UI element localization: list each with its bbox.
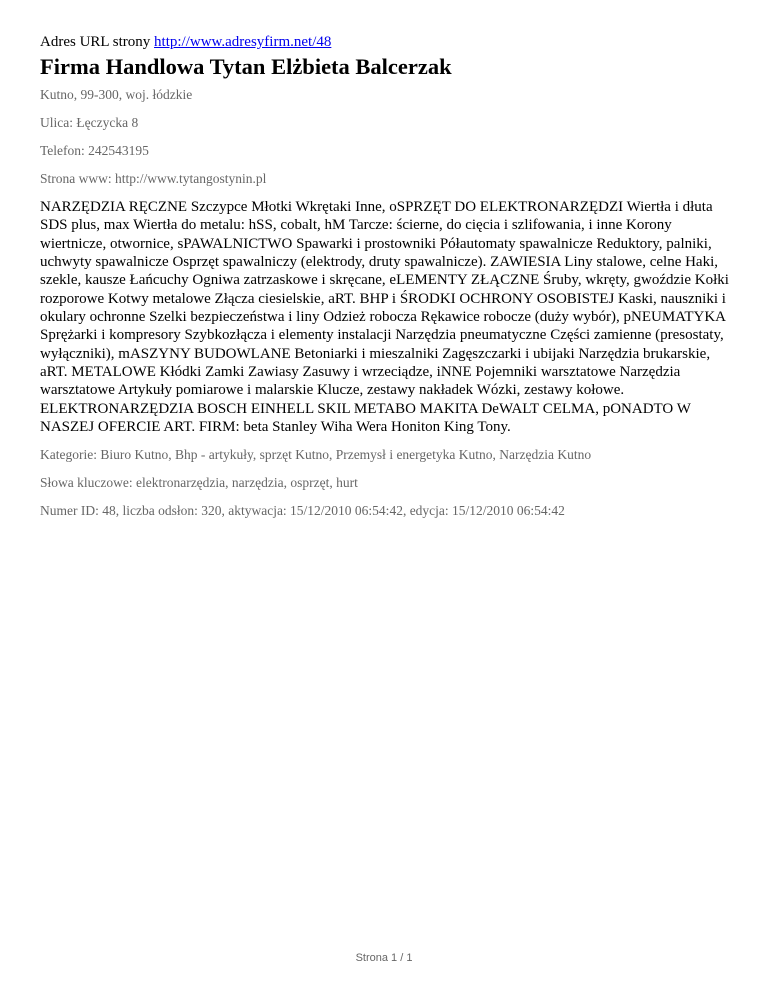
- company-website: Strona www: http://www.tytangostynin.pl: [40, 171, 267, 186]
- company-address: Kutno, 99-300, woj. łódzkie: [40, 87, 193, 102]
- categories-line: Kategorie: Biuro Kutno, Bhp - artykuły, sprzęt Kutno, Przemysł i energetyka Kutno, Narzędzia Kutno: [40, 447, 592, 463]
- source-url-label: Adres URL strony: [40, 34, 151, 50]
- company-street: Ulica: Łęczycka 8: [40, 115, 139, 130]
- company-description: NARZĘDZIA RĘCZNE Szczypce Młotki Wkrętaki Inne, oSPRZĘT DO ELEKTRONARZĘDZI Wiertła i dłuta SDS plus, max Wiertła do metalu: hSS, cobalt, hM Tarcze: ścierne, do cięcia i szlifowania, i inne Korony wiertnicze, otwornice, sPAWALNICTWO Spawarki i prostowniki Półautomaty spawalnicze Reduktory, palniki, uchwyty spawalnicze Osprzęt spawalniczy (elektrody, druty spawalnicze). ZAWIESIA Liny stalowe, celne Haki, szekle, kausze Łańcuchy Ogniwa zatrzaskowe i skręcane, eLEMENTY ZŁĄCZNE Śruby, wkręty, gwoździe Kołki rozporowe Kotwy metalowe Złącza ciesielskie, aRT. BHP i ŚRODKI OCHRONY OSOBISTEJ Kaski, nauszniki i okulary ochronne Szelki bezpieczeństwa i liny Odzież robocza Rękawice robocze (duży wybór), pNEUMATYKA Sprężarki i kompresory Szybkozłącza i elementy instalacji Narzędzia pneumatyczne Części zamienne (presostaty, wyłączniki), mASZYNY BUDOWLANE Betoniarki i mieszalniki Zagęszczarki i ubijaki Narzędzia brukarskie, aRT. METALOWE Kłódki Zamki Zawiasy Zasuwy i wrzeciądze, iNNE Pojemniki warsztatowe Narzędzia warsztatowe Artykuły pomiarowe i malarskie Klucze, zestawy nakładek Wózki, zestawy kołowe. ELEKTRONARZĘDZIA BOSCH EINHELL SKIL METABO MAKITA DeWALT CELMA, pONADTO W NASZEJ OFERCIE ART. FIRM: beta Stanley Wiha Wera Honiton King Tony.: [40, 199, 729, 436]
- record-id-line: Numer ID: 48, liczba odsłon: 320, aktywacja: 15/12/2010 06:54:42, edycja: 15/12/2010 06:54:42: [40, 503, 565, 519]
- page-number-footer: Strona 1 / 1: [355, 952, 413, 964]
- keywords-line: Słowa kluczowe: elektronarzędzia, narzędzia, osprzęt, hurt: [40, 475, 358, 491]
- document-page: [40, 32, 730, 520]
- company-phone: Telefon: 242543195: [40, 143, 149, 158]
- source-url-line: [40, 32, 730, 52]
- source-url-link[interactable]: http://www.adresyfirm.net/48: [154, 34, 332, 50]
- company-name: Firma Handlowa Tytan Elżbieta Balcerzak: [40, 54, 452, 79]
